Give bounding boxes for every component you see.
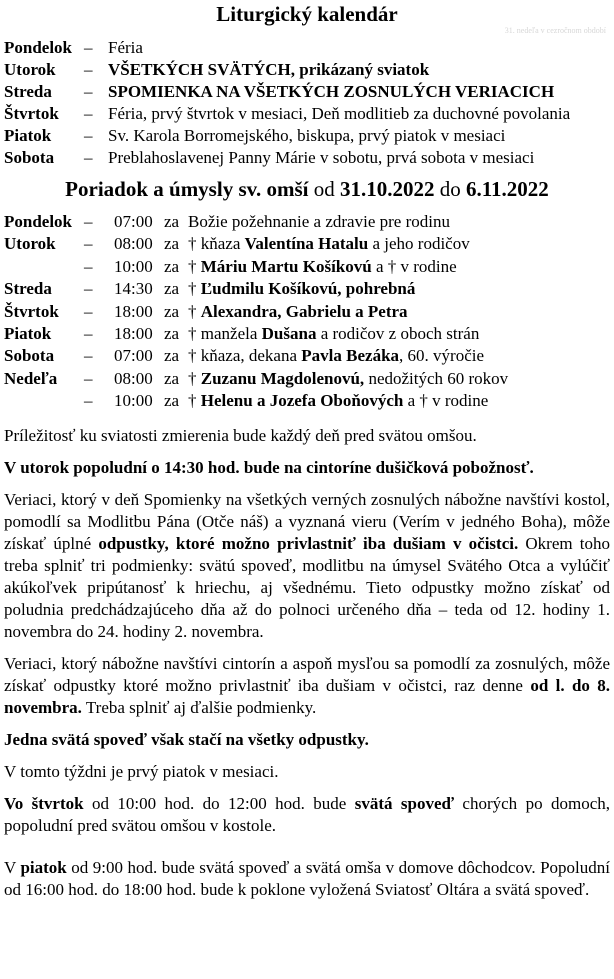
- bold-phrase: od l. do 8. novembra.: [4, 675, 610, 717]
- mass-day: [4, 390, 84, 412]
- calendar-dash: –: [84, 104, 93, 123]
- mass-intention: [188, 278, 610, 300]
- text-run: od 10:00 hod. do 12:00 hod. bude: [83, 793, 355, 813]
- masses-heading-prefix: Poriadok a úmysly sv. omší: [65, 177, 309, 201]
- first-friday-notice: V tomto týždni je prvý piatok v mesiaci.: [4, 761, 279, 781]
- mass-intention-text: † kňaza, dekana: [188, 346, 302, 366]
- mass-day: Sobota: [4, 346, 55, 366]
- mass-dash: –: [84, 279, 93, 299]
- calendar-row: [4, 147, 610, 169]
- bold-phrase: piatok: [20, 857, 67, 877]
- calendar-row: [4, 59, 610, 81]
- liturgical-calendar: [4, 37, 610, 169]
- mass-row: [4, 211, 610, 233]
- mass-intention-text: a † v rodine: [403, 391, 489, 411]
- text-run: chorých po domoch, popoludní pred svätou omšou v kostole.: [4, 793, 610, 835]
- mass-row: [4, 345, 610, 367]
- mass-dash: –: [84, 234, 93, 254]
- cemetery-notice: V utorok popoludní o 14:30 hod. bude na cintoríne dušičková pobožnosť.: [4, 457, 534, 477]
- mass-za: za: [164, 368, 180, 388]
- bold-phrase: odpustky, ktoré možno privlastniť iba dušiam v očistci.: [98, 533, 519, 553]
- mass-intention: [188, 323, 610, 345]
- text-run: Okrem toho treba splniť tri podmienky: svätú spoveď, modlitbu na úmysel Svätého Otca a vylúčiť akúkoľvek pripútanosť k hriechu, aj všednému. Tieto odpustky možno získať od poludnia predchádzajúceho dňa až do polnoci určeného dňa – teda od 12. hodiny 1. novembra do 24. hodiny 2. novembra.: [4, 533, 610, 641]
- calendar-entry: Preblahoslavenej Panny Márie v sobotu, prvá sobota v mesiaci: [108, 148, 535, 167]
- mass-intention: [188, 211, 610, 233]
- masses-date-to: 6.11.2022: [465, 177, 549, 201]
- mass-intention: [188, 256, 610, 278]
- mass-intention: [188, 345, 610, 367]
- confession-notice: Príležitosť ku sviatosti zmierenia bude každý deň pred svätou omšou.: [4, 425, 477, 445]
- mass-dash: –: [84, 368, 93, 388]
- calendar-entry: Féria, prvý štvrtok v mesiaci, Deň modlitieb za duchovné povolania: [108, 104, 571, 123]
- mass-time: 07:00: [114, 346, 153, 366]
- mass-intention-name: Máriu Martu Košíkovú: [200, 256, 372, 276]
- mass-schedule: [4, 211, 610, 413]
- bold-phrase: Vo štvrtok: [4, 793, 84, 813]
- mass-intention-text: †: [188, 256, 201, 276]
- mass-intention: [188, 390, 610, 412]
- mass-intention-text: Božie požehnanie a zdravie pre rodinu: [188, 212, 450, 231]
- mass-time: 18:00: [114, 301, 153, 321]
- masses-heading-from: od: [313, 177, 335, 201]
- mass-za: za: [164, 391, 180, 411]
- mass-intention-name: Helenu a Jozefa Oboňových: [200, 391, 404, 411]
- mass-intention-text: † kňaza: [188, 234, 245, 254]
- mass-dash: –: [84, 256, 93, 276]
- calendar-dash: –: [84, 82, 93, 101]
- mass-day: Piatok: [4, 323, 52, 343]
- mass-za: za: [164, 212, 180, 231]
- mass-intention: [188, 233, 610, 255]
- indulgence-paragraph-2: [4, 653, 610, 719]
- mass-day: [4, 256, 84, 278]
- calendar-day: Štvrtok: [4, 104, 59, 123]
- mass-day: Nedeľa: [4, 368, 58, 388]
- mass-row: [4, 278, 610, 300]
- mass-intention-text: †: [188, 391, 201, 411]
- calendar-day: Utorok: [4, 60, 56, 79]
- text-run: od 9:00 hod. bude svätá spoveď a svätá omša v domove dôchodcov. Popoludní od 16:00 hod. do 18:00 hod. bude k poklone vyložená Sviatosť Oltára a svätá spoveď.: [4, 857, 610, 899]
- mass-za: za: [164, 234, 180, 254]
- mass-dash: –: [84, 301, 93, 321]
- mass-intention-name: Ľudmilu Košíkovú, pohrebná: [200, 279, 416, 299]
- masses-heading-to: do: [439, 177, 461, 201]
- watermark-text: 31. nedeľa v cezročnom období: [504, 26, 606, 35]
- mass-row: [4, 323, 610, 345]
- calendar-day: Piatok: [4, 126, 52, 145]
- mass-za: za: [164, 346, 180, 366]
- mass-intention-text: a † v rodine: [371, 256, 457, 276]
- mass-row: [4, 233, 610, 255]
- mass-intention-name: Zuzanu Magdolenovú,: [200, 368, 365, 388]
- calendar-dash: –: [84, 126, 93, 145]
- calendar-dash: –: [84, 148, 93, 167]
- mass-time: 10:00: [114, 391, 153, 411]
- calendar-row: [4, 103, 610, 125]
- bold-phrase: svätá spoveď: [354, 793, 455, 813]
- calendar-day: Sobota: [4, 148, 55, 167]
- calendar-day: Streda: [4, 82, 52, 101]
- mass-intention-text: †: [188, 279, 201, 299]
- mass-dash: –: [84, 323, 93, 343]
- one-confession-notice: Jedna svätá spoveď však stačí na všetky odpustky.: [4, 729, 369, 749]
- text-run: Veriaci, ktorý v deň Spomienky na všetkých verných zosnulých nábožne navštívi kostol, pomodlí sa Modlitbu Pána (Otče náš) a vyznaná vieru (Verím v jedného Boha), môže získať úplné: [4, 489, 610, 553]
- mass-time: 10:00: [114, 256, 153, 276]
- mass-za: za: [164, 279, 180, 299]
- calendar-day: Pondelok: [4, 38, 73, 57]
- mass-row: [4, 301, 610, 323]
- mass-day: Streda: [4, 279, 52, 299]
- mass-intention-text: a rodičov z oboch strán: [316, 323, 480, 343]
- mass-dash: –: [84, 346, 93, 366]
- calendar-entry: Sv. Karola Borromejského, biskupa, prvý piatok v mesiaci: [108, 126, 506, 145]
- mass-intention-text: , 60. výročie: [399, 346, 485, 366]
- mass-za: za: [164, 301, 180, 321]
- calendar-entry: SPOMIENKA NA VŠETKÝCH ZOSNULÝCH VERIACICH: [108, 82, 555, 101]
- mass-time: 18:00: [114, 323, 153, 343]
- text-run: Veriaci, ktorý nábožne navštívi cintorín a aspoň mysľou sa pomodlí za zosnulých, môže získať odpustky ktoré možno privlastniť iba dušiam v očistci, raz denne: [4, 653, 610, 695]
- mass-time: 14:30: [114, 279, 153, 299]
- mass-intention-text: nedožitých 60 rokov: [364, 368, 509, 388]
- mass-row: [4, 390, 610, 412]
- mass-time: 08:00: [114, 368, 153, 388]
- calendar-entry: Féria: [108, 38, 143, 57]
- thursday-notice: [4, 793, 610, 837]
- page-title: Liturgický kalendár: [216, 2, 398, 26]
- calendar-dash: –: [84, 60, 93, 79]
- masses-date-from: 31.10.2022: [339, 177, 435, 201]
- text-run: Treba splniť aj ďalšie podmienky.: [81, 697, 317, 717]
- indulgence-paragraph-1: [4, 489, 610, 643]
- mass-za: za: [164, 323, 180, 343]
- mass-time: 07:00: [114, 212, 153, 231]
- mass-intention: [188, 368, 610, 390]
- calendar-entry: VŠETKÝCH SVÄTÝCH, prikázaný sviatok: [108, 60, 430, 79]
- mass-day: Pondelok: [4, 212, 73, 231]
- mass-intention-name: Dušana: [261, 323, 317, 343]
- mass-intention-name: Alexandra, Gabrielu a Petra: [200, 301, 408, 321]
- mass-za: za: [164, 256, 180, 276]
- calendar-row: [4, 81, 610, 103]
- mass-intention-name: Pavla Bezáka: [301, 346, 400, 366]
- mass-row: [4, 368, 610, 390]
- mass-intention-text: †: [188, 368, 201, 388]
- mass-intention: [188, 301, 610, 323]
- bulletin-page: [4, 0, 610, 901]
- mass-intention-text: †: [188, 301, 201, 321]
- calendar-dash: –: [84, 38, 93, 57]
- text-run: V: [4, 857, 21, 877]
- calendar-row: [4, 125, 610, 147]
- masses-heading: [4, 176, 610, 202]
- mass-intention-text: † manžela: [188, 323, 262, 343]
- mass-dash: –: [84, 212, 93, 231]
- calendar-row: [4, 37, 610, 59]
- mass-dash: –: [84, 391, 93, 411]
- friday-notice: [4, 857, 610, 901]
- mass-intention-name: Valentína Hatalu: [244, 234, 369, 254]
- mass-row: [4, 256, 610, 278]
- mass-time: 08:00: [114, 234, 153, 254]
- mass-intention-text: a jeho rodičov: [368, 234, 470, 254]
- mass-day: Štvrtok: [4, 301, 59, 321]
- mass-day: Utorok: [4, 234, 56, 254]
